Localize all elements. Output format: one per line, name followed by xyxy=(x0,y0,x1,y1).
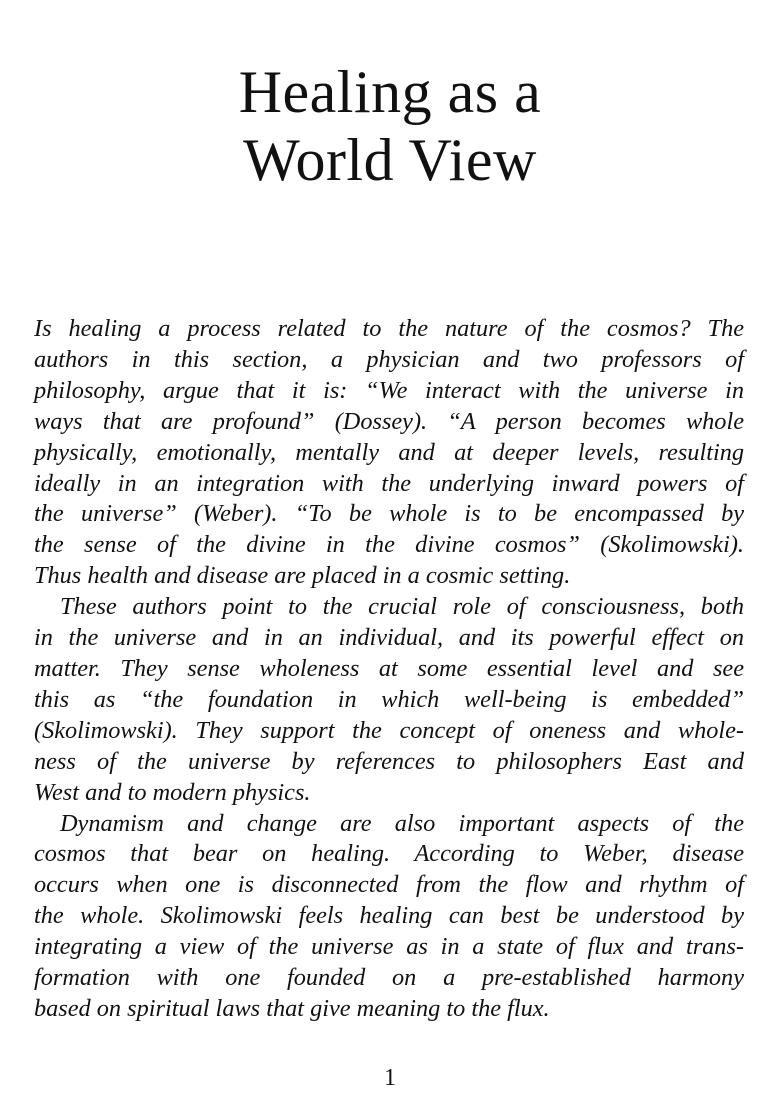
paragraph xyxy=(34,809,744,1025)
text-line: philosophy, argue that it is: “We interact with the universe in xyxy=(34,376,744,404)
text-line: based on spiritual laws that give meaning to the flux. xyxy=(34,994,550,1022)
text-line: These authors point to the crucial role of consciousness, both xyxy=(60,593,744,621)
text-line: ideally in an integration with the underlying inward powers of xyxy=(34,469,744,497)
text-line: the sense of the divine in the divine cosmos” (Skolimowski). xyxy=(34,531,744,559)
text-line: Is healing a process related to the nature of the cosmos? The xyxy=(34,315,744,342)
chapter-title-line: World View xyxy=(243,127,537,194)
chapter-title-line: Healing as a xyxy=(238,59,542,126)
text-line: (Skolimowski). They support the concept of oneness and whole- xyxy=(34,716,744,744)
text-line: in the universe and in an individual, and its powerful effect on xyxy=(34,624,744,652)
text-line: matter. They sense wholeness at some essential level and see xyxy=(34,654,744,682)
text-line: Dynamism and change are also important aspects of the xyxy=(60,809,744,837)
text-line: this as “the foundation in which well-being is embedded” xyxy=(34,685,744,713)
text-line: ness of the universe by references to philosophers East and xyxy=(34,747,744,775)
paragraph xyxy=(34,592,744,808)
text-line: the whole. Skolimowski feels healing can best be understood by xyxy=(34,902,744,930)
text-line: cosmos that bear on healing. According to Weber, disease xyxy=(34,840,744,868)
text-line: West and to modern physics. xyxy=(34,778,311,806)
text-line: Thus health and disease are placed in a cosmic setting. xyxy=(34,562,571,590)
text-line: ways that are profound” (Dossey). “A person becomes whole xyxy=(34,407,744,435)
body-text xyxy=(34,314,744,1025)
text-line: formation with one founded on a pre-established harmony xyxy=(34,964,744,992)
text-line: authors in this section, a physician and two professors of xyxy=(34,345,744,373)
page-number: 1 xyxy=(384,1065,396,1091)
paragraph xyxy=(34,314,744,592)
text-line: occurs when one is disconnected from the flow and rhythm of xyxy=(34,871,744,899)
text-line: integrating a view of the universe as in a state of flux and trans- xyxy=(34,933,744,961)
chapter-title xyxy=(0,58,780,194)
text-line: the universe” (Weber). “To be whole is to be encompassed by xyxy=(34,500,744,528)
text-line: physically, emotionally, mentally and at deeper levels, resulting xyxy=(34,438,744,466)
